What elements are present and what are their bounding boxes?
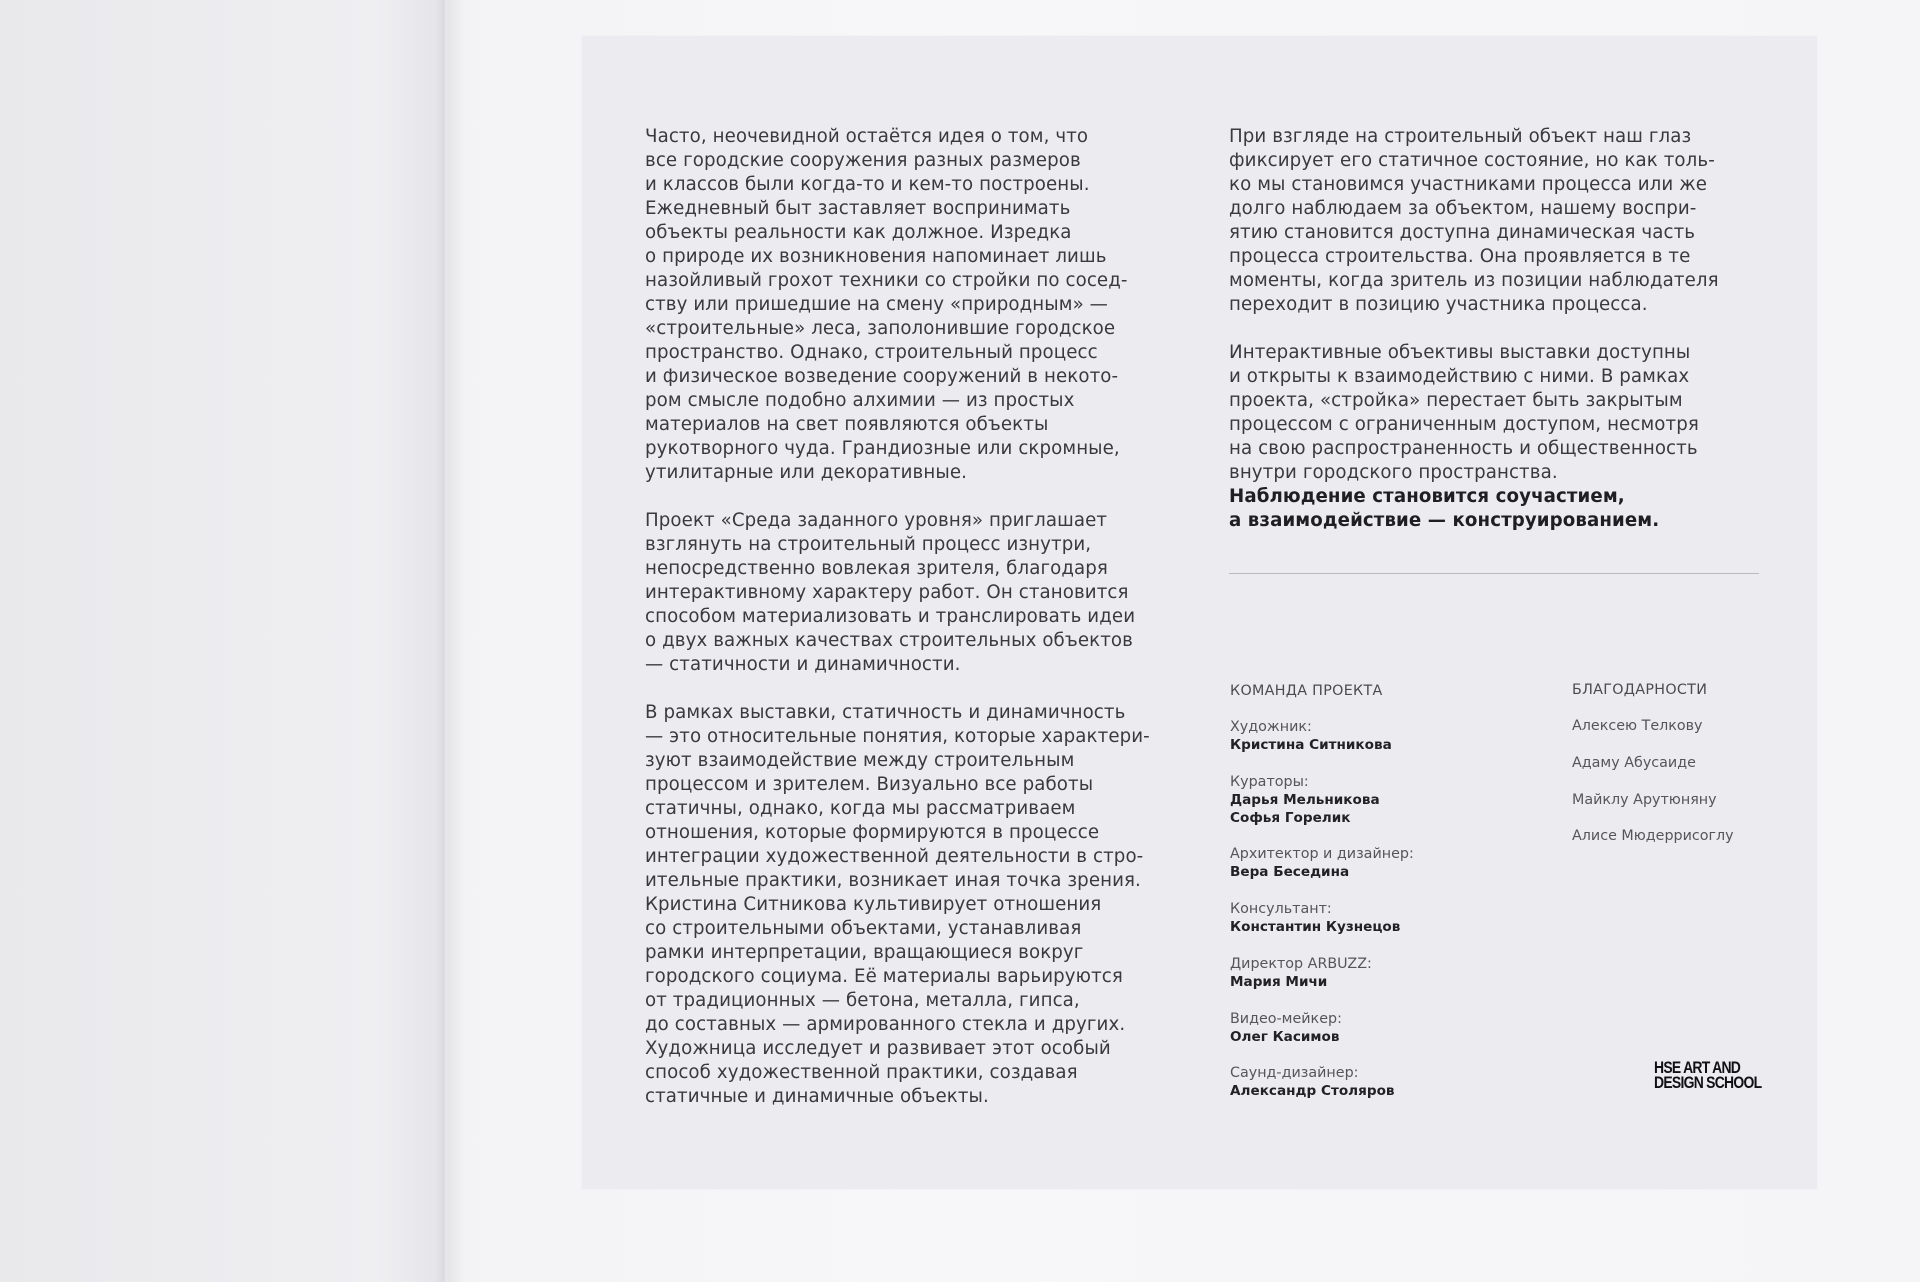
text-line: интерактивному характеру работ. Он становится: [645, 582, 1129, 603]
text-line: — статичности и динамичности.: [645, 654, 961, 675]
text-line: все городские сооружения разных размеров: [645, 150, 1081, 171]
text-line: При взгляде на строительный объект наш глаз: [1229, 126, 1692, 147]
credit-name: Александр Столяров: [1230, 1083, 1395, 1099]
credit-name: Константин Кузнецов: [1230, 919, 1401, 935]
logo-line: HSE ART AND: [1654, 1058, 1741, 1077]
text-line: Часто, неочевидной остаётся идея о том, что: [645, 126, 1089, 147]
credit-role: Консультант:: [1230, 901, 1332, 917]
text-line: Интерактивные объективы выставки доступны: [1229, 342, 1691, 363]
text-line: «строительные» леса, заполонившие городское: [645, 318, 1116, 339]
text-line: Художница исследует и развивает этот особый: [645, 1038, 1111, 1059]
text-line: о природе их возникновения напоминает лишь: [645, 246, 1107, 267]
text-line: пространство. Однако, строительный процесс: [645, 342, 1098, 363]
text-line: способом материализовать и транслировать идеи: [645, 606, 1136, 627]
credit-name: Дарья Мельникова: [1230, 792, 1380, 808]
text-line: ко мы становимся участниками процесса или же: [1229, 174, 1707, 195]
paragraph: [645, 125, 1185, 485]
text-line: о двух важных качествах строительных объектов: [645, 630, 1133, 651]
credit-name: Кристина Ситникова: [1230, 737, 1392, 753]
left-blank-page: [0, 0, 445, 1282]
thanks-heading: БЛАГОДАРНОСТИ: [1572, 682, 1708, 698]
credit-role: Кураторы:: [1230, 774, 1309, 790]
text-line: до составных — армированного стекла и других.: [645, 1014, 1126, 1035]
credit-role: Видео-мейкер:: [1230, 1011, 1342, 1027]
text-line: и открыты к взаимодействию с ними. В рамках: [1229, 366, 1690, 387]
text-line: моменты, когда зритель из позиции наблюдателя: [1229, 270, 1719, 291]
text-line: ству или пришедшие на смену «природным» —: [645, 294, 1108, 315]
text-line: объекты реальности как должное. Изредка: [645, 222, 1072, 243]
paragraph: [645, 701, 1185, 1109]
section-divider: [1229, 573, 1759, 574]
credit-name: Олег Касимов: [1230, 1029, 1340, 1045]
intro-text-column: [645, 125, 1185, 1109]
bold-statement-line: а взаимодействие — конструированием.: [1229, 510, 1660, 531]
paragraph: [645, 509, 1185, 677]
text-line: В рамках выставки, статичность и динамичность: [645, 702, 1126, 723]
paragraph: [1229, 341, 1769, 533]
text-line: фиксирует его статичное состояние, но как толь-: [1229, 150, 1715, 171]
text-line: рамки интерпретации, вращающиеся вокруг: [645, 942, 1084, 963]
text-line: интеграции художественной деятельности в стро-: [645, 846, 1144, 867]
text-line: переходит в позицию участника процесса.: [1229, 294, 1648, 315]
thanks-name: Майклу Арутюняну: [1572, 792, 1717, 808]
text-line: ятию становится доступна динамическая часть: [1229, 222, 1696, 243]
text-line: процессом с ограниченным доступом, несмотря: [1229, 414, 1699, 435]
credit-role: Директор ARBUZZ:: [1230, 956, 1372, 972]
text-line: Кристина Ситникова культивирует отношения: [645, 894, 1102, 915]
text-line: непосредственно вовлекая зрителя, благодаря: [645, 558, 1108, 579]
text-line: внутри городского пространства.: [1229, 462, 1558, 483]
text-line: Ежедневный быт заставляет воспринимать: [645, 198, 1071, 219]
text-line: процесса строительства. Она проявляется в те: [1229, 246, 1691, 267]
text-line: зуют взаимодействие между строительным: [645, 750, 1075, 771]
text-line: со строительными объектами, устанавливая: [645, 918, 1082, 939]
bold-statement-line: Наблюдение становится соучастием,: [1229, 486, 1625, 507]
text-line: и классов были когда-то и кем-то построены.: [645, 174, 1090, 195]
text-line: способ художественной практики, создавая: [645, 1062, 1078, 1083]
text-line: городского социума. Её материалы варьируются: [645, 966, 1123, 987]
text-line: рукотворного чуда. Грандиозные или скромные,: [645, 438, 1120, 459]
text-line: на свою распространенность и общественность: [1229, 438, 1698, 459]
text-line: долго наблюдаем за объектом, нашему воспри-: [1229, 198, 1697, 219]
credit-name: Мария Мичи: [1230, 974, 1328, 990]
text-line: от традиционных — бетона, металла, гипса,: [645, 990, 1080, 1011]
credit-name: Вера Беседина: [1230, 864, 1350, 880]
text-line: отношения, которые формируются в процессе: [645, 822, 1100, 843]
thanks-name: Алисе Мюдеррисоглу: [1572, 828, 1734, 844]
credit-entry: [1230, 845, 1414, 881]
thanks-name: Адаму Абусаиде: [1572, 755, 1696, 771]
text-line: назойливый грохот техники со стройки по сосед-: [645, 270, 1128, 291]
concept-text-column: [1229, 125, 1769, 533]
text-line: взглянуть на строительный процесс изнутри,: [645, 534, 1092, 555]
text-line: ительные практики, возникает иная точка зрения.: [645, 870, 1141, 891]
text-line: Проект «Среда заданного уровня» приглашает: [645, 510, 1108, 531]
credit-name: Софья Горелик: [1230, 810, 1351, 826]
text-line: утилитарные или декоративные.: [645, 462, 967, 483]
credit-entry: [1230, 1010, 1342, 1046]
credit-role: Художник:: [1230, 719, 1312, 735]
text-line: статичные и динамичные объекты.: [645, 1086, 989, 1107]
text-line: статичны, однако, когда мы рассматриваем: [645, 798, 1076, 819]
thanks-name: Алексею Телкову: [1572, 718, 1703, 734]
book-spine: [435, 0, 465, 1282]
logo-line: DESIGN SCHOOL: [1654, 1073, 1762, 1092]
credit-entry: [1230, 718, 1392, 754]
paragraph: [1229, 125, 1769, 317]
text-line: проекта, «стройка» перестает быть закрытым: [1229, 390, 1683, 411]
hse-art-and-design-school-logo: [1654, 1060, 1761, 1090]
text-line: ром смысле подобно алхимии — из простых: [645, 390, 1075, 411]
credit-entry: [1230, 773, 1380, 827]
credit-entry: [1230, 1064, 1395, 1100]
text-line: материалов на свет появляются объекты: [645, 414, 1049, 435]
text-line: — это относительные понятия, которые характери-: [645, 726, 1150, 747]
credit-role: Саунд-дизайнер:: [1230, 1065, 1359, 1081]
credit-entry: [1230, 955, 1372, 991]
text-line: и физическое возведение сооружений в некото-: [645, 366, 1119, 387]
credit-role: Архитектор и дизайнер:: [1230, 846, 1414, 862]
team-heading: КОМАНДА ПРОЕКТА: [1230, 683, 1383, 699]
text-line: процессом и зрителем. Визуально все работы: [645, 774, 1094, 795]
credit-entry: [1230, 900, 1400, 936]
